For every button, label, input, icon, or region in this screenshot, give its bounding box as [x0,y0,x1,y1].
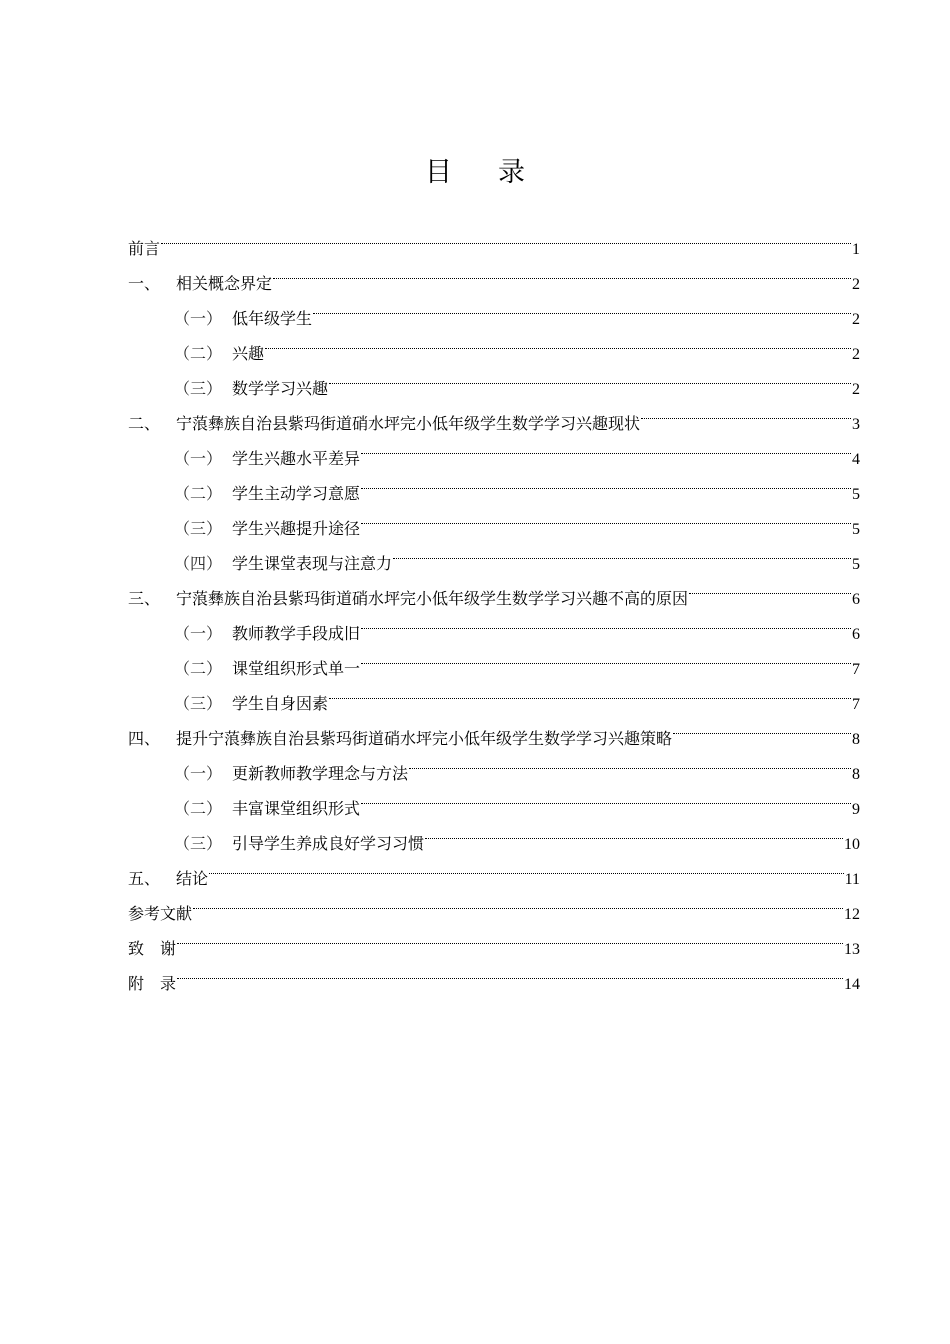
toc-dot-leader [313,289,851,324]
toc-dot-leader [689,569,851,604]
toc-dot-leader [361,499,851,534]
toc-entry[interactable] [128,919,860,958]
toc-page-number: 10 [844,836,860,853]
toc-page-number: 6 [852,591,860,608]
toc-entry-number: （二） [174,484,223,503]
toc-entry-label: 结论 [176,869,209,888]
toc-entry-label: 学生兴趣水平差异 [232,449,361,468]
toc-title [0,150,950,189]
toc-page-number: 11 [844,871,860,888]
toc-entry-number: （二） [174,799,223,818]
toc-entry-number: （三） [174,519,223,538]
toc-page-number: 7 [852,696,860,713]
toc-dot-leader [193,884,843,919]
toc-entry-label: 更新教师教学理念与方法 [232,764,409,783]
toc-page-number: 9 [852,801,860,818]
toc-entry-label: 宁蒗彝族自治县紫玛街道硝水坪完小低年级学生数学学习兴趣不高的原因 [176,589,689,608]
toc-dot-leader [361,779,851,814]
toc-page-number: 4 [852,451,860,468]
toc-entry[interactable] [128,849,860,888]
toc-entry[interactable] [128,254,860,293]
toc-entry-label: 学生自身因素 [232,694,329,713]
toc-dot-leader [425,814,843,849]
toc-entry-number: 三、 [128,589,161,608]
toc-page-number: 3 [852,416,860,433]
toc-entry-label: 致 谢 [128,939,177,958]
toc-page-number: 5 [852,521,860,538]
toc-entry-label: 提升宁蒗彝族自治县紫玛街道硝水坪完小低年级学生数学学习兴趣策略 [176,729,673,748]
toc-entry[interactable] [128,219,860,258]
toc-entry-label: 教师教学手段成旧 [232,624,361,643]
toc-title-char-2: 录 [498,157,525,188]
toc-dot-leader [177,954,843,989]
toc-entry-number: （二） [174,344,223,363]
toc-entry-number: （三） [174,694,223,713]
toc-page-number: 5 [852,486,860,503]
toc-entry-number: （一） [174,764,223,783]
toc-entry[interactable] [128,884,860,923]
toc-entry-label: 数学学习兴趣 [232,379,329,398]
toc-page-number: 14 [844,976,860,993]
toc-page-number: 2 [852,276,860,293]
toc-dot-leader [409,744,851,779]
toc-entry-label: 附 录 [128,974,177,993]
toc-dot-leader [265,324,851,359]
toc-entry-label: 学生主动学习意愿 [232,484,361,503]
toc-page-number: 5 [852,556,860,573]
toc-entry[interactable] [128,954,860,993]
toc-entry-number: （二） [174,659,223,678]
toc-dot-leader [361,464,851,499]
toc-list [128,219,860,993]
toc-dot-leader [273,254,851,289]
toc-entry-number: （一） [174,449,223,468]
toc-dot-leader [673,709,851,744]
toc-entry-label: 兴趣 [232,344,265,363]
toc-entry-label: 低年级学生 [232,309,313,328]
toc-page-number: 7 [852,661,860,678]
toc-entry-label: 丰富课堂组织形式 [232,799,361,818]
toc-entry-number: （四） [174,554,223,573]
toc-entry-number: 二、 [128,414,161,433]
toc-page-number: 12 [844,906,860,923]
toc-entry-label: 学生兴趣提升途径 [232,519,361,538]
toc-page-number: 1 [852,241,860,258]
toc-dot-leader [361,639,851,674]
toc-entry-number: （三） [174,379,223,398]
toc-entry-label: 宁蒗彝族自治县紫玛街道硝水坪完小低年级学生数学学习兴趣现状 [176,414,641,433]
toc-entry-number: （三） [174,834,223,853]
toc-dot-leader [161,219,851,254]
toc-dot-leader [209,849,844,884]
toc-dot-leader [393,534,851,569]
toc-page-number: 2 [852,311,860,328]
toc-entry-number: 五、 [128,869,161,888]
toc-entry-number: 四、 [128,729,161,748]
toc-entry-label: 参考文献 [128,904,193,923]
toc-entry-number: （一） [174,309,223,328]
toc-dot-leader [329,674,851,709]
toc-page-number: 2 [852,346,860,363]
toc-page-number: 6 [852,626,860,643]
toc-entry-label: 相关概念界定 [176,274,273,293]
toc-entry-label: 引导学生养成良好学习习惯 [232,834,425,853]
toc-dot-leader [361,429,851,464]
toc-entry-label: 学生课堂表现与注意力 [232,554,393,573]
toc-dot-leader [329,359,851,394]
toc-entry-number: 一、 [128,274,161,293]
toc-entry-number: （一） [174,624,223,643]
toc-dot-leader [361,604,851,639]
toc-entry-label: 前言 [128,239,161,258]
toc-page-number: 2 [852,381,860,398]
toc-entry-label: 课堂组织形式单一 [232,659,361,678]
toc-page-number: 13 [844,941,860,958]
toc-page-number: 8 [852,731,860,748]
toc-title-char-1: 目 [425,157,452,188]
toc-page-number: 8 [852,766,860,783]
toc-dot-leader [641,394,851,429]
toc-dot-leader [177,919,843,954]
